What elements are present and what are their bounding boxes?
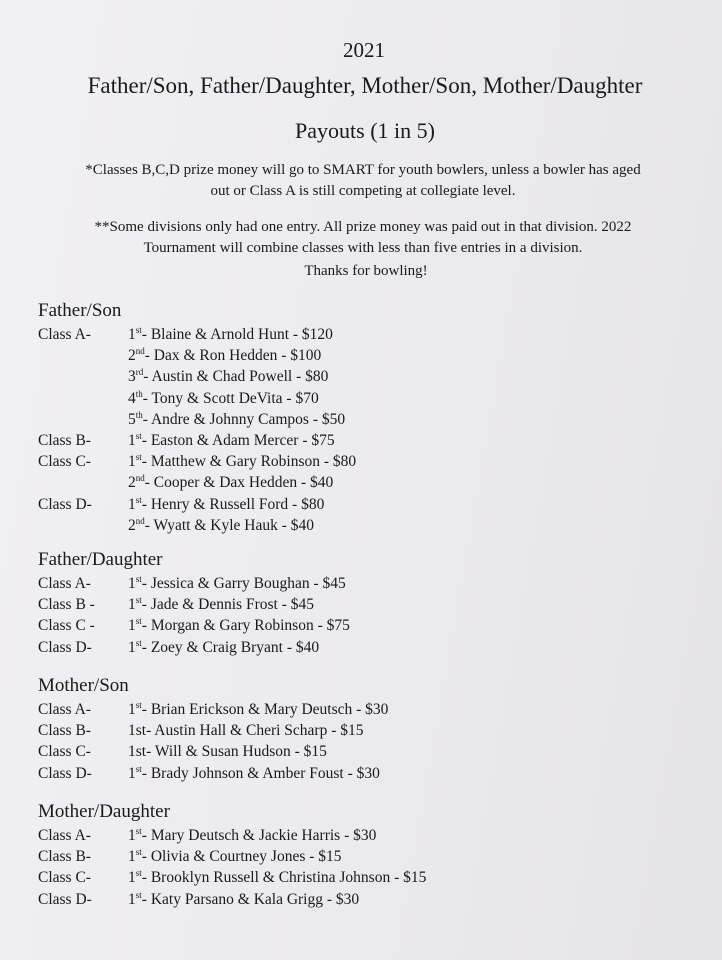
payout-entry	[128, 390, 319, 408]
winners-and-prize: Easton & Adam Mercer - $75	[150, 431, 335, 449]
place-separator: -	[141, 326, 151, 343]
class-label: Class A-	[38, 326, 91, 343]
place-number: 1	[128, 431, 136, 449]
payout-entry	[128, 617, 350, 635]
place-number: 1	[128, 495, 136, 513]
place-number: 1	[128, 869, 136, 887]
class-label: Class B-	[38, 848, 91, 866]
place-separator: -	[144, 347, 154, 365]
payout-row	[38, 869, 702, 890]
winners-and-prize: Wyatt & Kyle Hauk - $40	[153, 516, 315, 534]
winners-and-prize: Dax & Ron Hedden - $100	[153, 347, 322, 365]
winners-and-prize: Will & Susan Hudson - $15	[154, 743, 327, 761]
winners-and-prize: Austin & Chad Powell - $80	[151, 368, 329, 386]
winners-and-prize: Andre & Johnny Campos - $50	[150, 410, 346, 428]
payout-row	[38, 368, 702, 389]
winners-and-prize: Jessica & Garry Boughan - $45	[150, 575, 346, 592]
payout-entry	[128, 496, 324, 514]
winners-and-prize: Matthew & Gary Robinson - $80	[150, 453, 357, 471]
section-title: Father/Son	[38, 300, 122, 321]
payout-row	[38, 617, 702, 638]
place-separator: -	[144, 516, 154, 534]
place-suffix: st	[135, 452, 142, 463]
place-separator: -	[146, 722, 155, 740]
payout-row	[38, 639, 702, 660]
winners-and-prize: Jade & Dennis Frost - $45	[150, 596, 314, 614]
winners-and-prize: Henry & Russell Ford - $80	[150, 495, 325, 513]
class-label: Class A-	[38, 827, 91, 844]
payout-row	[38, 596, 702, 617]
payout-row	[38, 474, 702, 495]
place-suffix: st	[135, 763, 142, 774]
place-separator: -	[144, 474, 154, 492]
divisions-note-line-2: Tournament will combine classes with less than five entries in a division.	[143, 240, 583, 256]
place-suffix: nd	[135, 346, 145, 357]
place-number: 1	[128, 453, 136, 471]
class-label: Class C -	[38, 617, 95, 635]
place-number: 3	[128, 368, 136, 386]
place-number: 1	[128, 827, 136, 844]
place-number: 1	[128, 701, 136, 718]
place-suffix: st	[135, 574, 142, 584]
class-label: Class A-	[38, 575, 91, 592]
payout-row	[38, 517, 702, 538]
winners-and-prize: Katy Parsano & Kala Grigg - $30	[150, 890, 360, 908]
section-father-son	[38, 300, 702, 538]
place-suffix: st	[135, 847, 142, 858]
place-separator: -	[141, 617, 151, 635]
payout-entry	[128, 848, 342, 866]
payout-entry	[128, 743, 327, 761]
payout-entry	[128, 869, 426, 887]
place-number: 1	[128, 848, 136, 866]
class-label: Class B-	[38, 722, 91, 740]
payout-row	[38, 827, 702, 848]
place-number: 2	[128, 474, 136, 492]
place-suffix: st	[135, 430, 142, 441]
place-separator: -	[141, 453, 151, 471]
section-title: Mother/Son	[38, 675, 129, 696]
winners-and-prize: Austin Hall & Cheri Scharp - $15	[154, 722, 364, 740]
payout-row	[38, 432, 702, 453]
place-number: 4	[128, 389, 136, 407]
payout-row	[38, 743, 702, 764]
winners-and-prize: Blaine & Arnold Hunt - $120	[150, 326, 333, 343]
payout-entry	[128, 575, 346, 593]
section-father-daughter	[38, 549, 702, 660]
place-separator: -	[141, 701, 151, 718]
document-title: Father/Son, Father/Daughter, Mother/Son, Mother/Daughter	[87, 73, 643, 98]
winners-and-prize: Tony & Scott DeVita - $70	[151, 389, 319, 407]
place-separator: -	[141, 431, 151, 449]
winners-and-prize: Mary Deutsch & Jackie Harris - $30	[150, 827, 377, 844]
payout-row	[38, 496, 702, 517]
place-number: 1	[128, 617, 136, 635]
payout-row	[38, 722, 702, 743]
place-suffix: st	[135, 826, 142, 836]
prize-money-note	[4, 160, 722, 202]
class-label: Class D-	[38, 638, 92, 656]
payout-entry	[128, 411, 345, 429]
place-suffix: st	[135, 868, 142, 879]
class-label: Class C-	[38, 453, 91, 471]
place-suffix: nd	[135, 515, 145, 526]
class-label: Class C-	[38, 869, 91, 887]
section-title: Mother/Daughter	[38, 801, 170, 822]
payout-row	[38, 326, 702, 347]
place-number: 2	[128, 347, 136, 365]
payout-row	[38, 848, 702, 869]
payout-row	[38, 347, 702, 368]
section-mother-son	[38, 675, 702, 786]
place-separator: -	[141, 848, 151, 866]
payout-row	[38, 765, 702, 786]
place-suffix: st	[135, 889, 142, 900]
place-separator: -	[141, 596, 151, 614]
place-separator: -	[142, 410, 151, 428]
place-separator: -	[141, 764, 151, 782]
payout-entry	[128, 722, 364, 740]
payout-entry	[128, 326, 333, 344]
section-title: Father/Daughter	[38, 549, 163, 570]
place-number: 1st	[128, 743, 147, 761]
prize-money-note-line-2: out or Class A is still competing at collegiate level.	[210, 183, 516, 199]
prize-money-note-line-1: *Classes B,C,D prize money will go to SMART for youth bowlers, unless a bowler has aged	[85, 162, 641, 178]
document-year: 2021	[343, 38, 385, 62]
winners-and-prize: Brian Erickson & Mary Deutsch - $30	[150, 701, 389, 718]
payout-entry	[128, 765, 380, 783]
payout-entry	[128, 474, 333, 492]
winners-and-prize: Morgan & Gary Robinson - $75	[150, 617, 350, 635]
place-number: 1	[128, 326, 136, 343]
place-number: 1	[128, 890, 136, 908]
thanks-message: Thanks for bowling!	[304, 263, 428, 279]
payout-row	[38, 575, 702, 596]
place-separator: -	[141, 495, 151, 513]
place-suffix: nd	[135, 473, 145, 484]
place-number: 1	[128, 596, 136, 614]
place-number: 1	[128, 575, 136, 592]
place-separator: -	[141, 869, 151, 887]
place-separator: -	[142, 389, 152, 407]
winners-and-prize: Brooklyn Russell & Christina Johnson - $15	[150, 869, 427, 887]
class-label: Class B-	[38, 431, 91, 449]
payout-row	[38, 453, 702, 474]
payout-entry	[128, 891, 359, 909]
payout-entry	[128, 596, 314, 614]
payout-row	[38, 411, 702, 432]
place-separator: -	[141, 575, 151, 592]
payout-row	[38, 390, 702, 411]
payout-entry	[128, 368, 328, 386]
payout-row	[38, 701, 702, 722]
payout-entry	[128, 639, 319, 657]
place-suffix: st	[135, 700, 142, 710]
class-label: Class C-	[38, 743, 91, 761]
divisions-note	[4, 217, 722, 259]
class-label: Class D-	[38, 764, 92, 782]
place-number: 1st	[128, 722, 147, 740]
place-number: 2	[128, 516, 136, 534]
payout-entry	[128, 432, 335, 450]
class-label: Class D-	[38, 890, 92, 908]
winners-and-prize: Cooper & Dax Hedden - $40	[153, 474, 334, 492]
winners-and-prize: Brady Johnson & Amber Foust - $30	[150, 764, 380, 782]
payout-entry	[128, 701, 388, 719]
section-mother-daughter	[38, 801, 702, 912]
place-separator: -	[141, 827, 151, 844]
winners-and-prize: Olivia & Courtney Jones - $15	[150, 848, 342, 866]
place-suffix: st	[135, 595, 142, 606]
class-label: Class A-	[38, 701, 91, 718]
place-number: 1	[128, 638, 136, 656]
class-label: Class B -	[38, 596, 95, 614]
place-separator: -	[143, 368, 152, 386]
payout-entry	[128, 453, 356, 471]
place-separator: -	[146, 743, 155, 761]
place-suffix: st	[135, 325, 142, 335]
payout-entry	[128, 517, 314, 535]
place-separator: -	[141, 638, 151, 656]
place-suffix: th	[135, 409, 143, 420]
place-suffix: st	[135, 494, 142, 505]
place-suffix: st	[135, 637, 142, 648]
divisions-note-line-1: **Some divisions only had one entry. All prize money was paid out in that division. 2022	[94, 219, 632, 235]
payout-entry	[128, 827, 376, 845]
payout-entry	[128, 347, 321, 365]
place-suffix: th	[135, 388, 143, 399]
place-separator: -	[141, 890, 151, 908]
document-subtitle: Payouts (1 in 5)	[295, 118, 435, 143]
place-suffix: rd	[135, 367, 144, 378]
winners-and-prize: Zoey & Craig Bryant - $40	[150, 638, 320, 656]
place-number: 1	[128, 764, 136, 782]
class-label: Class D-	[38, 495, 92, 513]
payout-row	[38, 891, 702, 912]
place-number: 5	[128, 410, 136, 428]
place-suffix: st	[135, 616, 142, 627]
